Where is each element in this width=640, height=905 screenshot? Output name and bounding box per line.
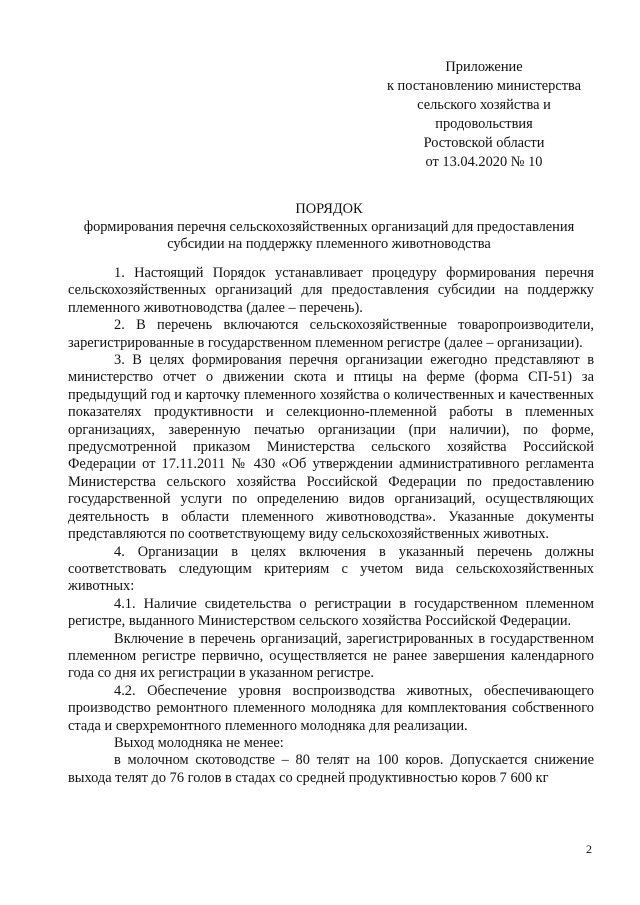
document-subtitle: формирования перечня сельскохозяйственных организаций для предоставления субсидии на поддержку племенного животноводства [83, 219, 575, 253]
paragraph-4-1: 4.1. Наличие свидетельства о регистрации в государственном племенном регистре, выданного Министерством сельского хозяйства Российской Федерации. [68, 595, 594, 630]
approval-line: сельского хозяйства и [417, 97, 551, 113]
approval-line: продовольствия [435, 116, 533, 132]
approval-line: Ростовской области [423, 135, 545, 151]
approval-line: к постановлению министерства [386, 78, 582, 94]
approval-line: Приложение [445, 59, 523, 75]
document-title: ПОРЯДОК [295, 201, 363, 217]
title-block [64, 200, 594, 254]
paragraph-3: 3. В целях формирования перечня организации ежегодно представляют в министерство отчет о движении скота и птицы на ферме (форма СП-51) за предыдущий год и карточку племенного хозяйства о количественных и качественных показателях продуктивности и селекционно-племенной работы в племенных организациях, заверенную печатью организации (при наличии), по форме, предусмотренной приказом Министерства сельского хозяйства Российской Федерации от 17.11.2011 № 430 «Об утверждении административного регламента Министерства сельского хозяйства Российской Федерации по предоставлению государственной услуги по определению видов организаций, осуществляющих деятельность в области племенного животноводства». Указанные документы представляются по соответствующему виду сельскохозяйственных животных. [68, 352, 594, 543]
document-body [68, 265, 594, 787]
paragraph-4-2: 4.2. Обеспечение уровня воспроизводства животных, обеспечивающего производство ремонтного племенного молодняка для комплектования собственного стада и сверхремонтного племенного молодняка для реализации. [68, 682, 594, 734]
paragraph-1: 1. Настоящий Порядок устанавливает процедуру формирования перечня сельскохозяйственных организаций для предоставления субсидии на поддержку племенного животноводства (далее – перечень). [68, 265, 594, 316]
paragraph-inclusion: Включение в перечень организаций, зарегистрированных в государственном племенном регистре первично, осуществляется не ранее завершения календарного года со дня их регистрации в указанном регистре. [68, 630, 594, 682]
page-number: 2 [586, 842, 592, 856]
approval-block [378, 58, 590, 172]
paragraph-dairy: в молочном скотоводстве – 80 телят на 100 коров. Допускается снижение выхода телят до 76 голов в стадах со средней продуктивностью коров 7 600 кг [68, 752, 594, 786]
paragraph-4: 4. Организации в целях включения в указанный перечень должны соответствовать следующим критериям с учетом вида сельскохозяйственных животных: [68, 543, 594, 595]
approval-line: от 13.04.2020 № 10 [425, 154, 543, 170]
paragraph-yield: Выход молодняка не менее: [114, 734, 284, 751]
paragraph-2: 2. В перечень включаются сельскохозяйственные товаропроизводители, зарегистрированные в государственном племенном регистре (далее – организации). [68, 317, 594, 351]
